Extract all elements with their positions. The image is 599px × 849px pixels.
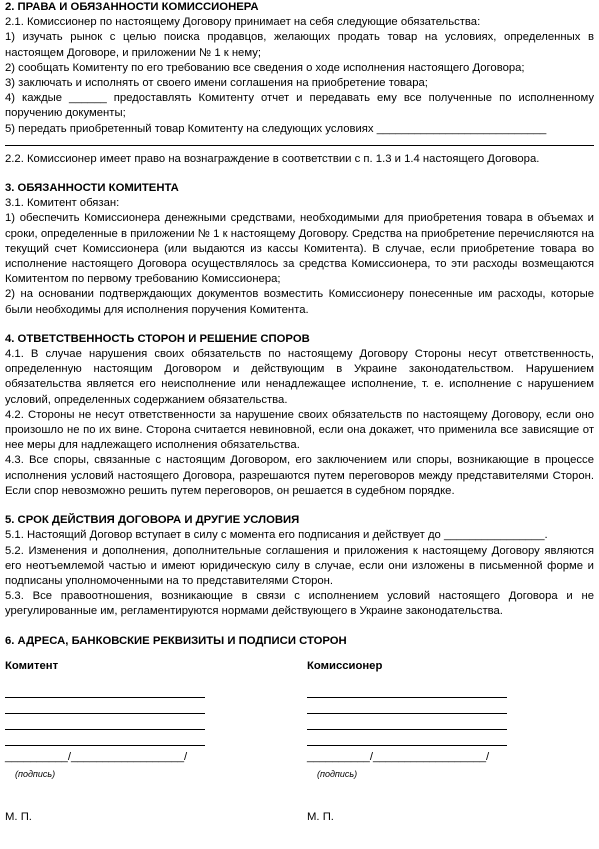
section-3-title: 3. ОБЯЗАННОСТИ КОМИТЕНТА xyxy=(5,182,179,195)
komissioner-title: Комиссионер xyxy=(307,659,383,672)
komitent-title: Комитент xyxy=(5,659,59,672)
clause-2-1-item-2: 2) сообщать Комитенту по его требованию все сведения о ходе исполнения настоящего Договора; xyxy=(5,61,525,74)
section-5-title: 5. СРОК ДЕЙСТВИЯ ДОГОВОРА И ДРУГИЕ УСЛОВИЯ xyxy=(5,514,300,527)
clause-3-1-item-2: 2) на основании подтверждающих документов возместить Комиссионеру понесенные им расходы, которые были необходимы для исполнения поручения Комитента. xyxy=(5,288,594,316)
stamp-place: М. П. xyxy=(5,811,32,824)
clause-2-1-item-5: 5) передать приобретенный товар Комитенту на следующих условиях ___________________________ xyxy=(5,122,547,135)
party-komitent xyxy=(5,659,265,826)
requisites-line[interactable] xyxy=(5,698,205,714)
clause-5-3: 5.3. Все правоотношения, возникающие в связи с исполнением условий настоящего Договора и не урегулированные им, регламентируются нормами действующего в Украине законодательства. xyxy=(5,590,594,618)
requisites-line[interactable] xyxy=(307,714,507,730)
clause-5-1: 5.1. Настоящий Договор вступает в силу с момента его подписания и действует до ________________. xyxy=(5,529,548,542)
requisites-line[interactable] xyxy=(5,682,205,698)
clause-2-2: 2.2. Комиссионер имеет право на вознаграждение в соответствии с п. 1.3 и 1.4 настоящего Договора. xyxy=(5,152,540,165)
contract-document xyxy=(5,0,594,849)
clause-3-1: 3.1. Комитент обязан: xyxy=(5,197,120,210)
stamp-place: М. П. xyxy=(307,811,334,824)
clause-2-1-item-3: 3) заключать и исполнять от своего имени соглашения на приобретение товара; xyxy=(5,77,428,90)
signatures-block xyxy=(5,659,594,849)
clause-4-3: 4.3. Все споры, связанные с настоящим Договором, его заключением или споры, возникающие в процессе исполнения условий настоящего Договора, разрешаются путем переговоров между представителями Сторон. Если спор невозможно решить путем переговоров, он решается в судебном порядке. xyxy=(5,454,594,497)
signature-line[interactable]: __________/__________________/ xyxy=(307,750,490,763)
requisites-line[interactable] xyxy=(5,714,205,730)
clause-2-1-item-1: 1) изучать рынок с целью поиска продавцов, желающих продать товар на условиях, определенных в настоящем Договоре, и приложении № 1 к нему; xyxy=(5,31,594,59)
clause-4-2: 4.2. Стороны не несут ответственности за нарушение своих обязательств по настоящему Договору, если оно произошло не по их вине. Сторона считается невиновной, если она докажет, что применила все зависящие от нее меры для надлежащего исполнения обязательства. xyxy=(5,408,594,452)
requisites-line[interactable] xyxy=(5,730,205,746)
requisites-line[interactable] xyxy=(307,730,507,746)
section-4-title: 4. ОТВЕТСТВЕННОСТЬ СТОРОН И РЕШЕНИЕ СПОРОВ xyxy=(5,332,310,345)
signature-line[interactable]: __________/__________________/ xyxy=(5,750,188,763)
clause-5-2: 5.2. Изменения и дополнения, дополнительные соглашения и приложения к настоящему Договору являются его неотъемлемой частью и имеют юридическую силу в случае, если они изложены в письменной форме и подписаны уполномоченными на то представителями Сторон. xyxy=(5,544,594,587)
fill-line xyxy=(5,137,594,146)
party-komissioner xyxy=(307,659,567,826)
section-2-title: 2. ПРАВА И ОБЯЗАННОСТИ КОМИССИОНЕРА xyxy=(5,1,259,13)
clause-3-1-item-1: 1) обеспечить Комиссионера денежными средствами, необходимыми для приобретения товара в объемах и сроки, определенные в приложении № 1 к настоящему Договору. Средства на приобретение перечисляются на текущий счет Комиссионера (или выдаются из кассы Комитента). В случае, если приобретение товара во исполнение настоящего Договора осуществлялось за средства Комиссионера, то эти расходы возмещаются Комитентом по первому требованию Комиссионера; xyxy=(5,212,594,286)
signature-caption: (подпись) xyxy=(317,768,358,779)
signature-caption: (подпись) xyxy=(15,768,56,779)
clause-2-1: 2.1. Комиссионер по настоящему Договору принимает на себя следующие обязательства: xyxy=(5,16,481,29)
clause-2-1-item-4: 4) каждые ______ предоставлять Комитенту отчет и передавать ему все полученные по исполненному поручению документы; xyxy=(5,92,594,120)
clause-4-1: 4.1. В случае нарушения своих обязательств по настоящему Договору Стороны несут ответственность, определенную настоящим Договором и действующим в Украине законодательством. Нарушением обязательства является его неисполнение или ненадлежащее исполнение, т. е. исполнение с нарушением условий, определенных содержанием обязательства. xyxy=(5,348,594,406)
requisites-line[interactable] xyxy=(307,682,507,698)
section-6-title: 6. АДРЕСА, БАНКОВСКИЕ РЕКВИЗИТЫ И ПОДПИСИ СТОРОН xyxy=(5,634,347,647)
requisites-line[interactable] xyxy=(307,698,507,714)
